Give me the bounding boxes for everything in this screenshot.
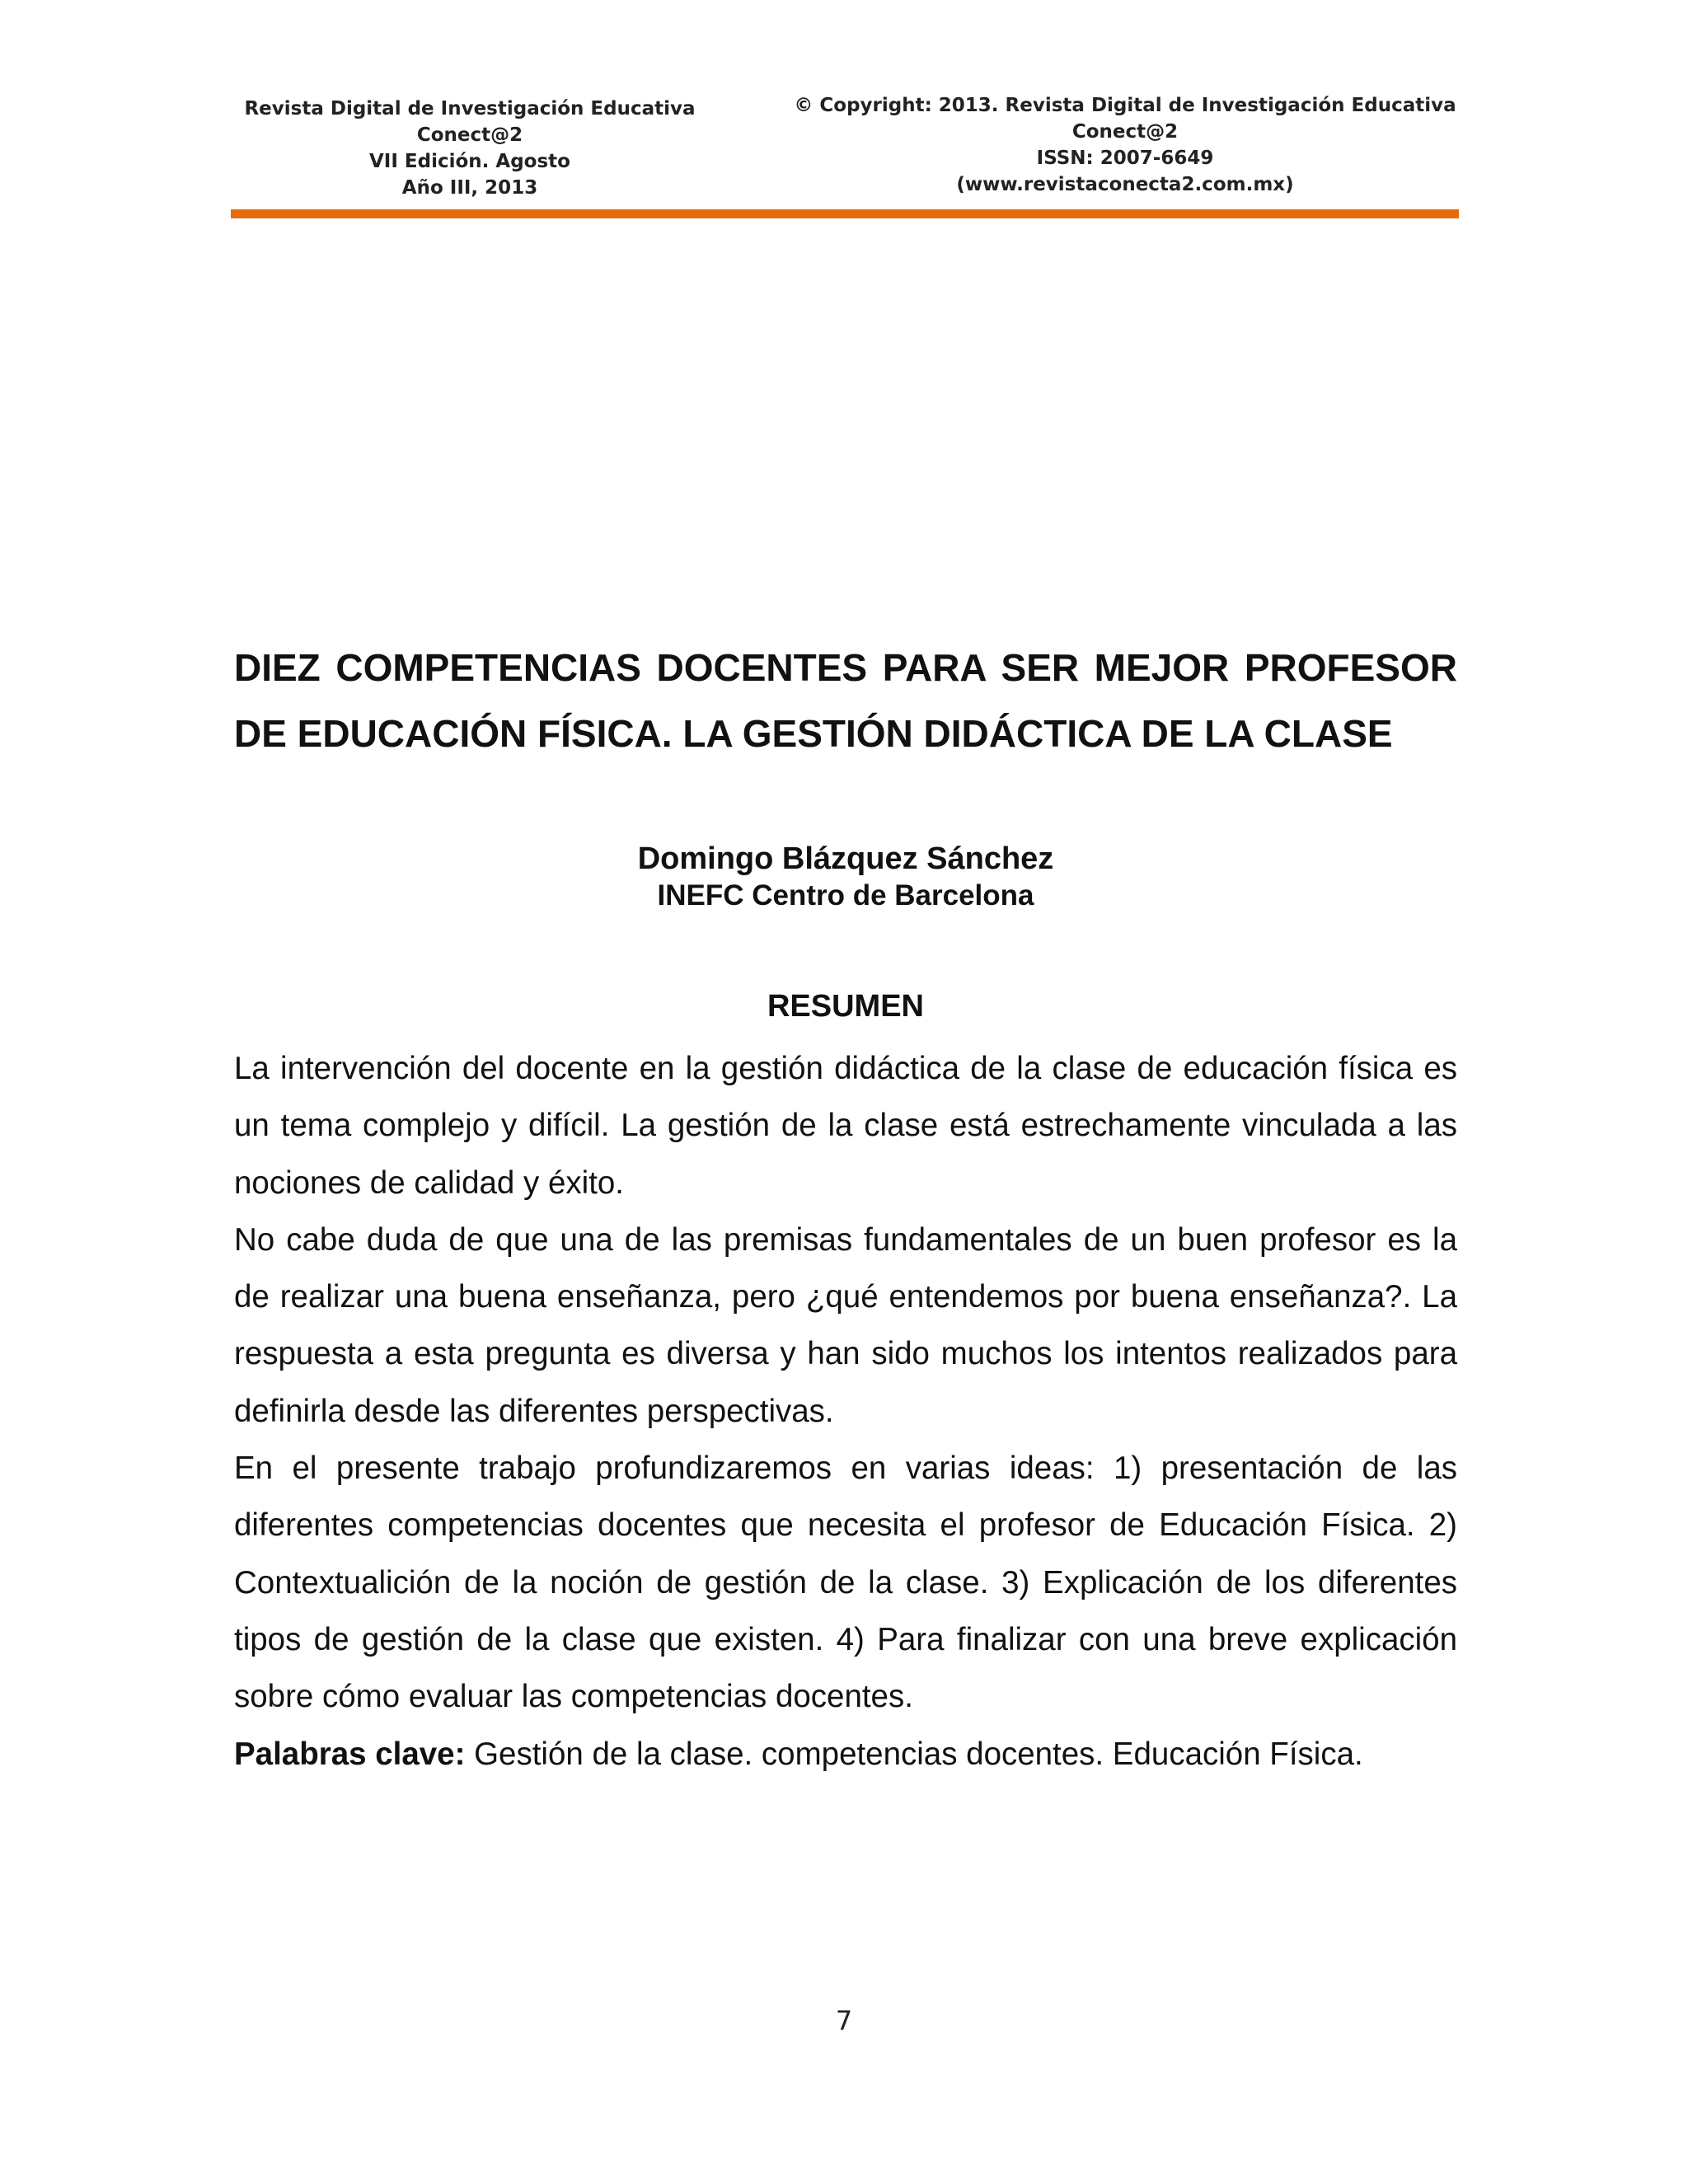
header-left-line: Año III, 2013 [401, 177, 538, 199]
abstract-paragraph: La intervención del docente en la gestión didáctica de la clase de educación física es un tema complejo y difícil. La gestión de la clase está estrechamente vinculada a las nociones de calidad y éxito. [234, 1051, 1457, 1201]
keywords-label: Palabras clave: [234, 1736, 466, 1772]
journal-header [231, 92, 1459, 216]
article-title: DIEZ COMPETENCIAS DOCENTES PARA SER MEJOR PROFESOR DE EDUCACIÓN FÍSICA. LA GESTIÓN DIDÁCTICA DE LA CLASE [234, 646, 1457, 755]
abstract-paragraph: En el presente trabajo profundizaremos en varias ideas: 1) presentación de las diferentes competencias docentes que necesita el profesor de Educación Física. 2) Contextualición de la noción de gestión de la clase. 3) Explicación de los diferentes tipos de gestión de la clase que existen. 4) Para finalizar con una breve explicación sobre cómo evaluar las competencias docentes. [234, 1451, 1457, 1715]
header-journal-info [231, 96, 709, 201]
header-divider [231, 209, 1459, 218]
header-right-line: Conect@2 [1071, 121, 1179, 143]
author-affiliation: INEFC Centro de Barcelona [657, 879, 1034, 912]
author-block [234, 839, 1457, 913]
keywords-line [234, 1726, 1457, 1783]
header-left-line: Revista Digital de Investigación Educativa [244, 98, 696, 120]
header-right-line: © Copyright: 2013. Revista Digital de Investigación Educativa [794, 95, 1456, 116]
author-name: Domingo Blázquez Sánchez [637, 841, 1054, 876]
abstract-heading: RESUMEN [767, 989, 925, 1024]
abstract-paragraph: No cabe duda de que una de las premisas fundamentales de un buen profesor es la de realizar una buena enseñanza, pero ¿qué entendemos por buena enseñanza?. La respuesta a esta pregunta es diversa y han sido muchos los intentos realizados para definirla desde las diferentes perspectivas. [234, 1221, 1457, 1429]
header-right-line: (www.revistaconecta2.com.mx) [956, 174, 1294, 195]
header-right-line: ISSN: 2007-6649 [1036, 148, 1214, 169]
header-copyright-info [791, 92, 1459, 198]
header-left-line: Conect@2 [416, 124, 523, 146]
page-number: 7 [835, 2005, 853, 2036]
keywords-text: Gestión de la clase. competencias docentes. Educación Física. [474, 1736, 1363, 1772]
header-left-line: VII Edición. Agosto [369, 151, 570, 172]
abstract-body [234, 1040, 1457, 1783]
